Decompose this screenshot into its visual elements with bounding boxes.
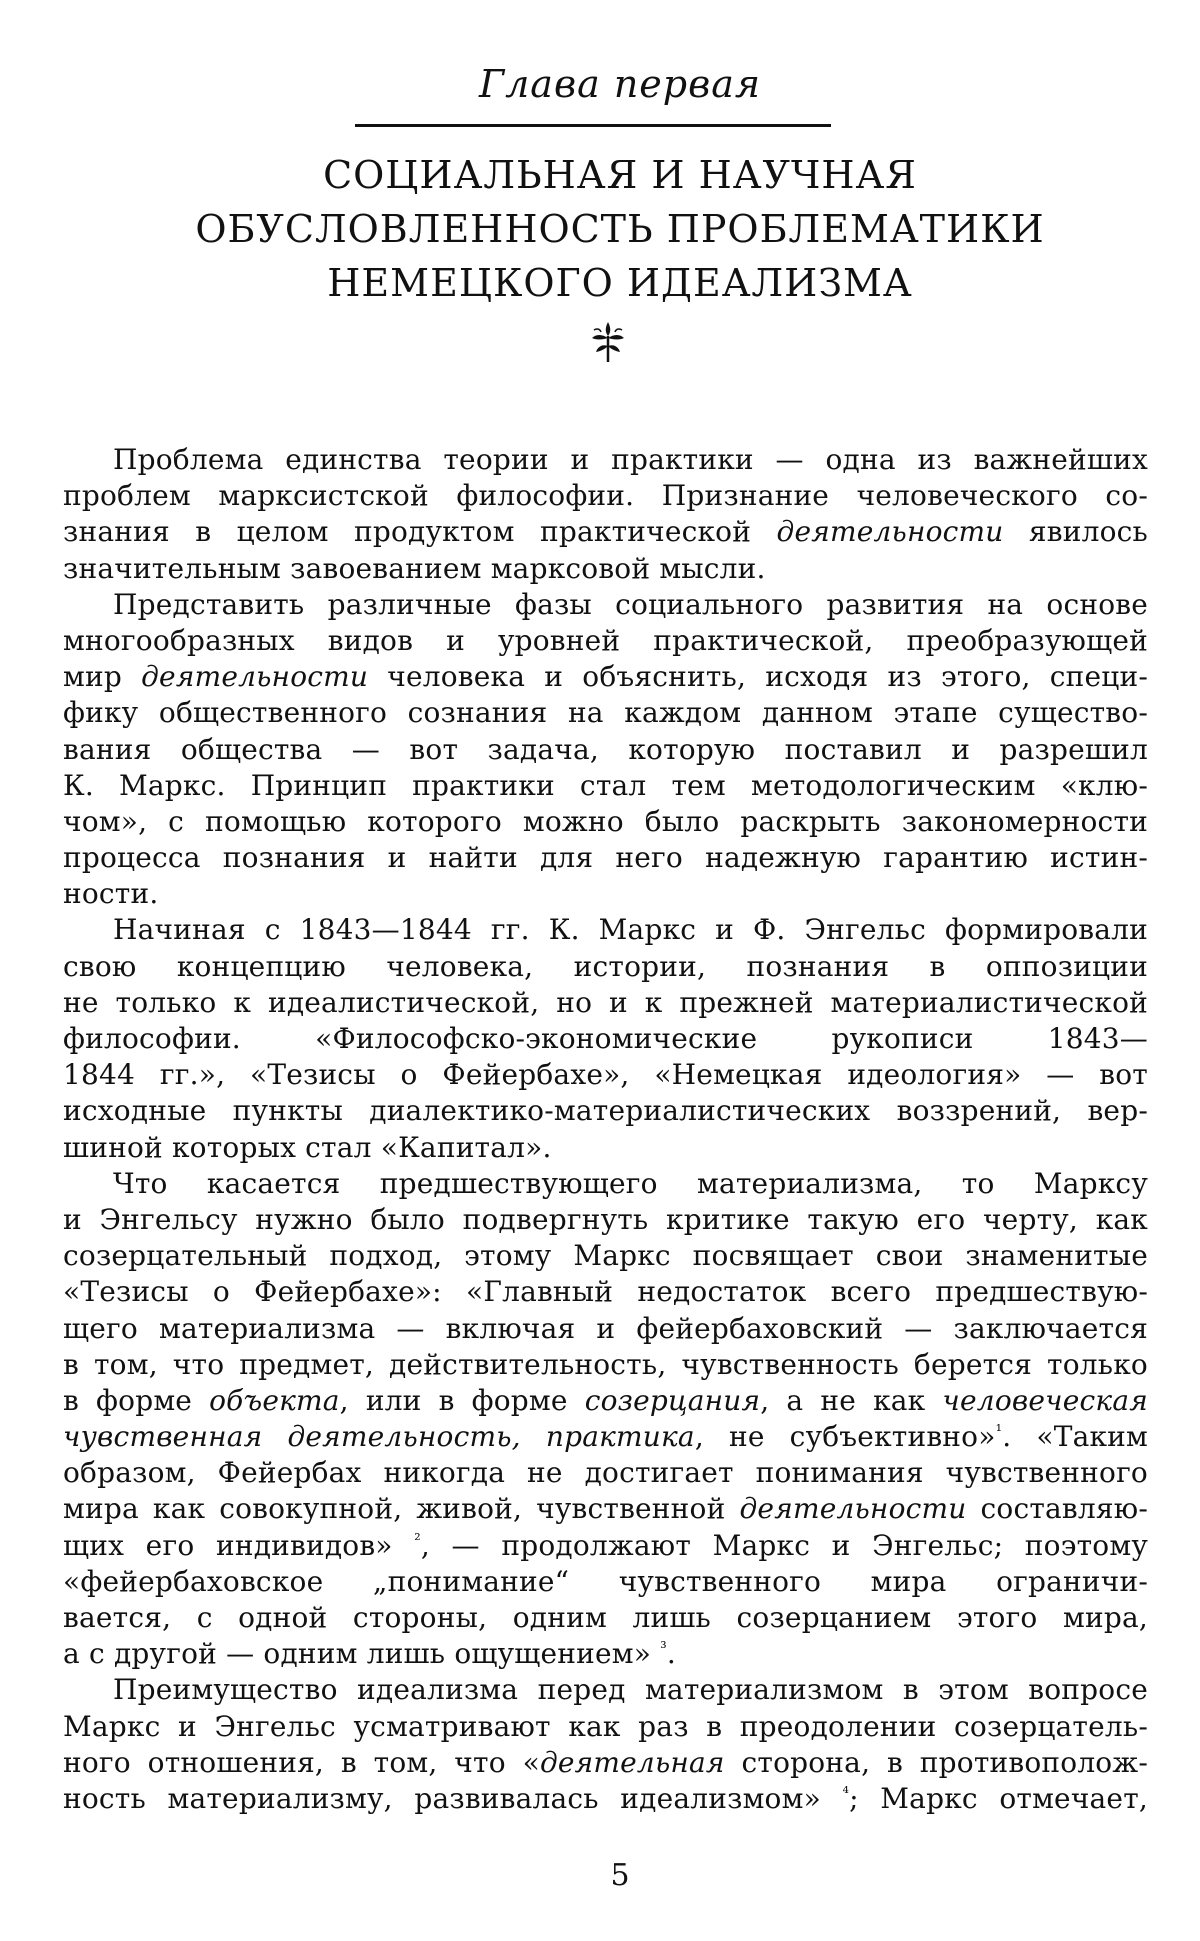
paragraph — [63, 442, 1148, 587]
title-divider — [355, 124, 831, 127]
text-line: 1844 гг.», «Тезисы о Фейербахе», «Немецкая идеология» — вот — [63, 1058, 1148, 1092]
text-line: мир деятельности человека и объяснить, исходя из этого, специ- — [63, 660, 1148, 694]
text-line: многообразных видов и уровней практической, преобразующей — [63, 623, 1148, 657]
text-line: чом», с помощью которого можно было раскрыть закономерности — [63, 804, 1148, 838]
text-line: не только к идеалистической, но и к прежней материалистической — [63, 985, 1148, 1019]
text-line: а с другой — одним лишь ощущением» $^{^3}$. — [63, 1637, 676, 1671]
body-text — [63, 442, 1148, 1817]
text-line: исходные пункты диалектико-материалистических воззрений, вер- — [63, 1094, 1148, 1128]
text-line: знания в целом продуктом практической деятельности явилось — [63, 515, 1148, 549]
text-line: К. Маркс. Принцип практики стал тем методологическим «клю- — [63, 768, 1148, 802]
text-line: созерцательный подход, этому Маркс посвящает свои знаменитые — [63, 1239, 1148, 1273]
paragraph — [63, 1166, 1148, 1673]
text-line: вания общества — вот задача, которую поставил и разрешил — [63, 732, 1148, 766]
text-line: Представить различные фазы социального развития на основе — [113, 587, 1148, 621]
chapter-label: Глава первая — [478, 62, 762, 106]
page-number: 5 — [610, 1858, 630, 1893]
text-line: ность материализму, развивалась идеализмом» $^{^4}$; Маркс отмечает, — [63, 1781, 1148, 1815]
text-line: чувственная деятельность, практика, не субъективно»$^{^1}$. «Таким — [63, 1420, 1148, 1454]
text-line: вается, с одной стороны, одним лишь созерцанием этого мира, — [63, 1601, 1148, 1634]
chapter-title-line: ОБУСЛОВЛЕННОСТЬ ПРОБЛЕМАТИКИ — [195, 207, 1045, 251]
text-line: Что касается предшествующего материализма, то Марксу — [113, 1166, 1148, 1200]
text-line: «Тезисы о Фейербахе»: «Главный недостаток всего предшествую- — [63, 1275, 1148, 1309]
text-line: значительным завоеванием марксовой мысли. — [63, 551, 766, 585]
text-line: проблем марксистской философии. Признание человеческого со- — [63, 479, 1148, 513]
paragraph — [63, 912, 1148, 1165]
text-line: свою концепцию человека, истории, познания в оппозиции — [63, 949, 1148, 983]
floral-ornament-icon — [588, 320, 628, 364]
chapter-title — [0, 148, 1200, 310]
text-line: щих его индивидов» $^{^2}$, — продолжают Маркс и Энгельс; поэтому — [63, 1528, 1149, 1562]
text-line: в форме объекта, или в форме созерцания, а не как человеческая — [63, 1383, 1148, 1417]
chapter-title-line: СОЦИАЛЬНАЯ И НАУЧНАЯ — [323, 153, 917, 197]
paragraph — [63, 587, 1148, 913]
text-line: процесса познания и найти для него надежную гарантию истин- — [63, 841, 1148, 875]
text-line: фику общественного сознания на каждом данном этапе существо- — [63, 696, 1148, 730]
text-line: шиной которых стал «Капитал». — [63, 1130, 552, 1164]
text-line: образом, Фейербах никогда не достигает понимания чувственного — [63, 1456, 1148, 1490]
paragraph — [63, 1672, 1148, 1817]
text-line: в том, что предмет, действительность, чувственность берется только — [63, 1347, 1148, 1381]
text-line: Маркс и Энгельс усматривают как раз в преодолении созерцатель- — [63, 1709, 1148, 1743]
text-line: Начиная с 1843—1844 гг. К. Маркс и Ф. Энгельс формировали — [113, 913, 1148, 947]
text-line: «фейербаховское „понимание“ чувственного мира ограничи- — [63, 1564, 1148, 1598]
text-line: Преимущество идеализма перед материализмом в этом вопросе — [113, 1673, 1148, 1707]
text-line: Проблема единства теории и практики — одна из важнейших — [113, 443, 1148, 476]
text-line: ного отношения, в том, что «деятельная сторона, в противополож- — [63, 1745, 1148, 1779]
text-line: мира как совокупной, живой, чувственной деятельности составляю- — [63, 1492, 1148, 1526]
chapter-title-line: НЕМЕЦКОГО ИДЕАЛИЗМА — [327, 261, 913, 305]
text-line: ности. — [63, 877, 159, 911]
text-line: философии. «Философско-экономические рукописи 1843— — [63, 1022, 1148, 1055]
text-line: щего материализма — включая и фейербаховский — заключается — [63, 1311, 1148, 1345]
text-line: и Энгельсу нужно было подвергнуть критике такую его черту, как — [63, 1202, 1148, 1236]
